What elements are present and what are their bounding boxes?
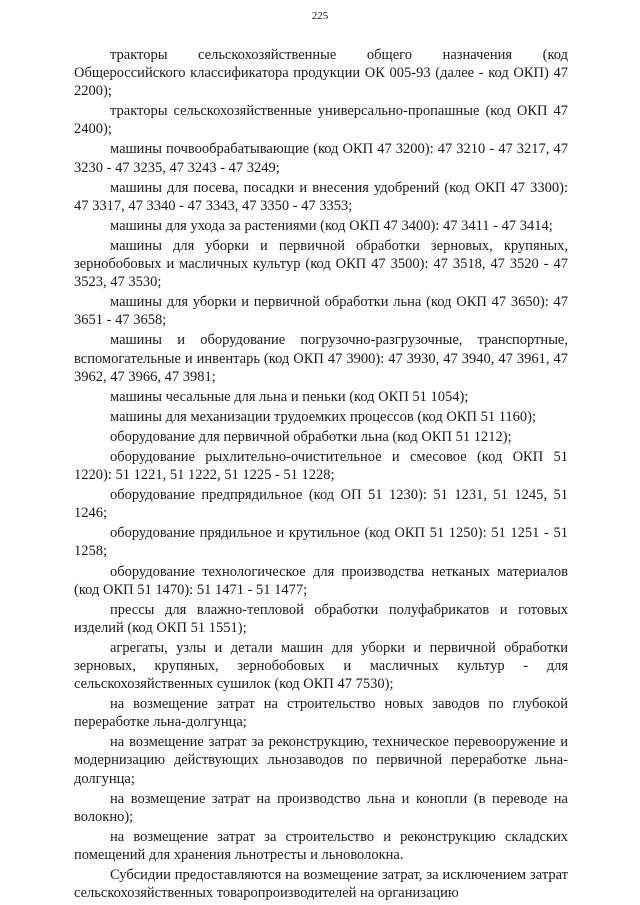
page-number: 225 [311,10,329,22]
paragraph: машины и оборудование погрузочно-разгрузочные, транспортные, вспомогательные и инвентарь (код ОКП 47 3900): 47 3930, 47 3940, 47 3961, 47 3962, 47 3966, 47 3981; [74,332,568,385]
paragraph: машины чесальные для льна и пеньки (код ОКП 51 1054); [110,388,469,405]
paragraph: машины для уборки и первичной обработки льна (код ОКП 47 3650): 47 3651 - 47 3658; [74,294,568,329]
paragraph: прессы для влажно-тепловой обработки полуфабрикатов и готовых изделий (код ОКП 51 1551); [74,601,568,636]
paragraph: на возмещение затрат на производство льна и конопли (в переводе на волокно); [74,790,568,825]
paragraph: оборудование предпрядильное (код ОП 51 1230): 51 1231, 51 1245, 51 1246; [74,487,568,522]
paragraph: оборудование для первичной обработки льна (код ОКП 51 1212); [110,428,512,445]
paragraph: на возмещение затрат на строительство новых заводов по глубокой переработке льна-долгунца; [74,696,568,731]
paragraph: оборудование рыхлительно-очистительное и смесовое (код ОКП 51 1220): 51 1221, 51 1222, 51 1225 - 51 1228; [74,448,568,484]
paragraph: машины для посева, посадки и внесения удобрений (код ОКП 47 3300): 47 3317, 47 3340 - 47 3343, 47 3350 - 47 3353; [74,179,568,214]
paragraph: агрегаты, узлы и детали машин для уборки и первичной обработки зерновых, крупяных, зернобобовых и масличных культур - для сельскохозяйственных сушилок (код ОКП 47 7530); [74,639,568,693]
paragraph: машины почвообрабатывающие (код ОКП 47 3200): 47 3210 - 47 3217, 47 3230 - 47 3235, 47 3243 - 47 3249; [74,141,568,176]
paragraph: оборудование прядильное и крутильное (код ОКП 51 1250): 51 1251 - 51 1258; [74,525,568,560]
document-body [74,46,568,904]
paragraph: оборудование технологическое для производства нетканых материалов (код ОКП 51 1470): 51 1471 - 51 1477; [74,563,568,598]
paragraph: на возмещение затрат за реконструкцию, техническое перевооружение и модернизацию действующих льнозаводов по первичной переработке льна-долгунца; [74,734,568,787]
paragraph: машины для механизации трудоемких процессов (код ОКП 51 1160); [110,408,537,425]
paragraph: тракторы сельскохозяйственные общего назначения (код Общероссийского классификатора продукции ОК 005-93 (далее - код ОКП) 47 2200); [74,47,568,100]
paragraph: Субсидии предоставляются на возмещение затрат, за исключением затрат сельскохозяйственных товаропроизводителей на организацию [74,867,568,902]
paragraph: машины для ухода за растениями (код ОКП 47 3400): 47 3411 - 47 3414; [110,217,553,234]
paragraph: машины для уборки и первичной обработки зерновых, крупяных, зернобобовых и масличных культур (код ОКП 47 3500): 47 3518, 47 3520 - 47 3523, 47 3530; [74,237,568,291]
paragraph: на возмещение затрат за строительство и реконструкцию складских помещений для хранения льнотресты и льноволокна. [74,828,568,863]
paragraph: тракторы сельскохозяйственные универсально-пропашные (код ОКП 47 2400); [74,103,568,138]
